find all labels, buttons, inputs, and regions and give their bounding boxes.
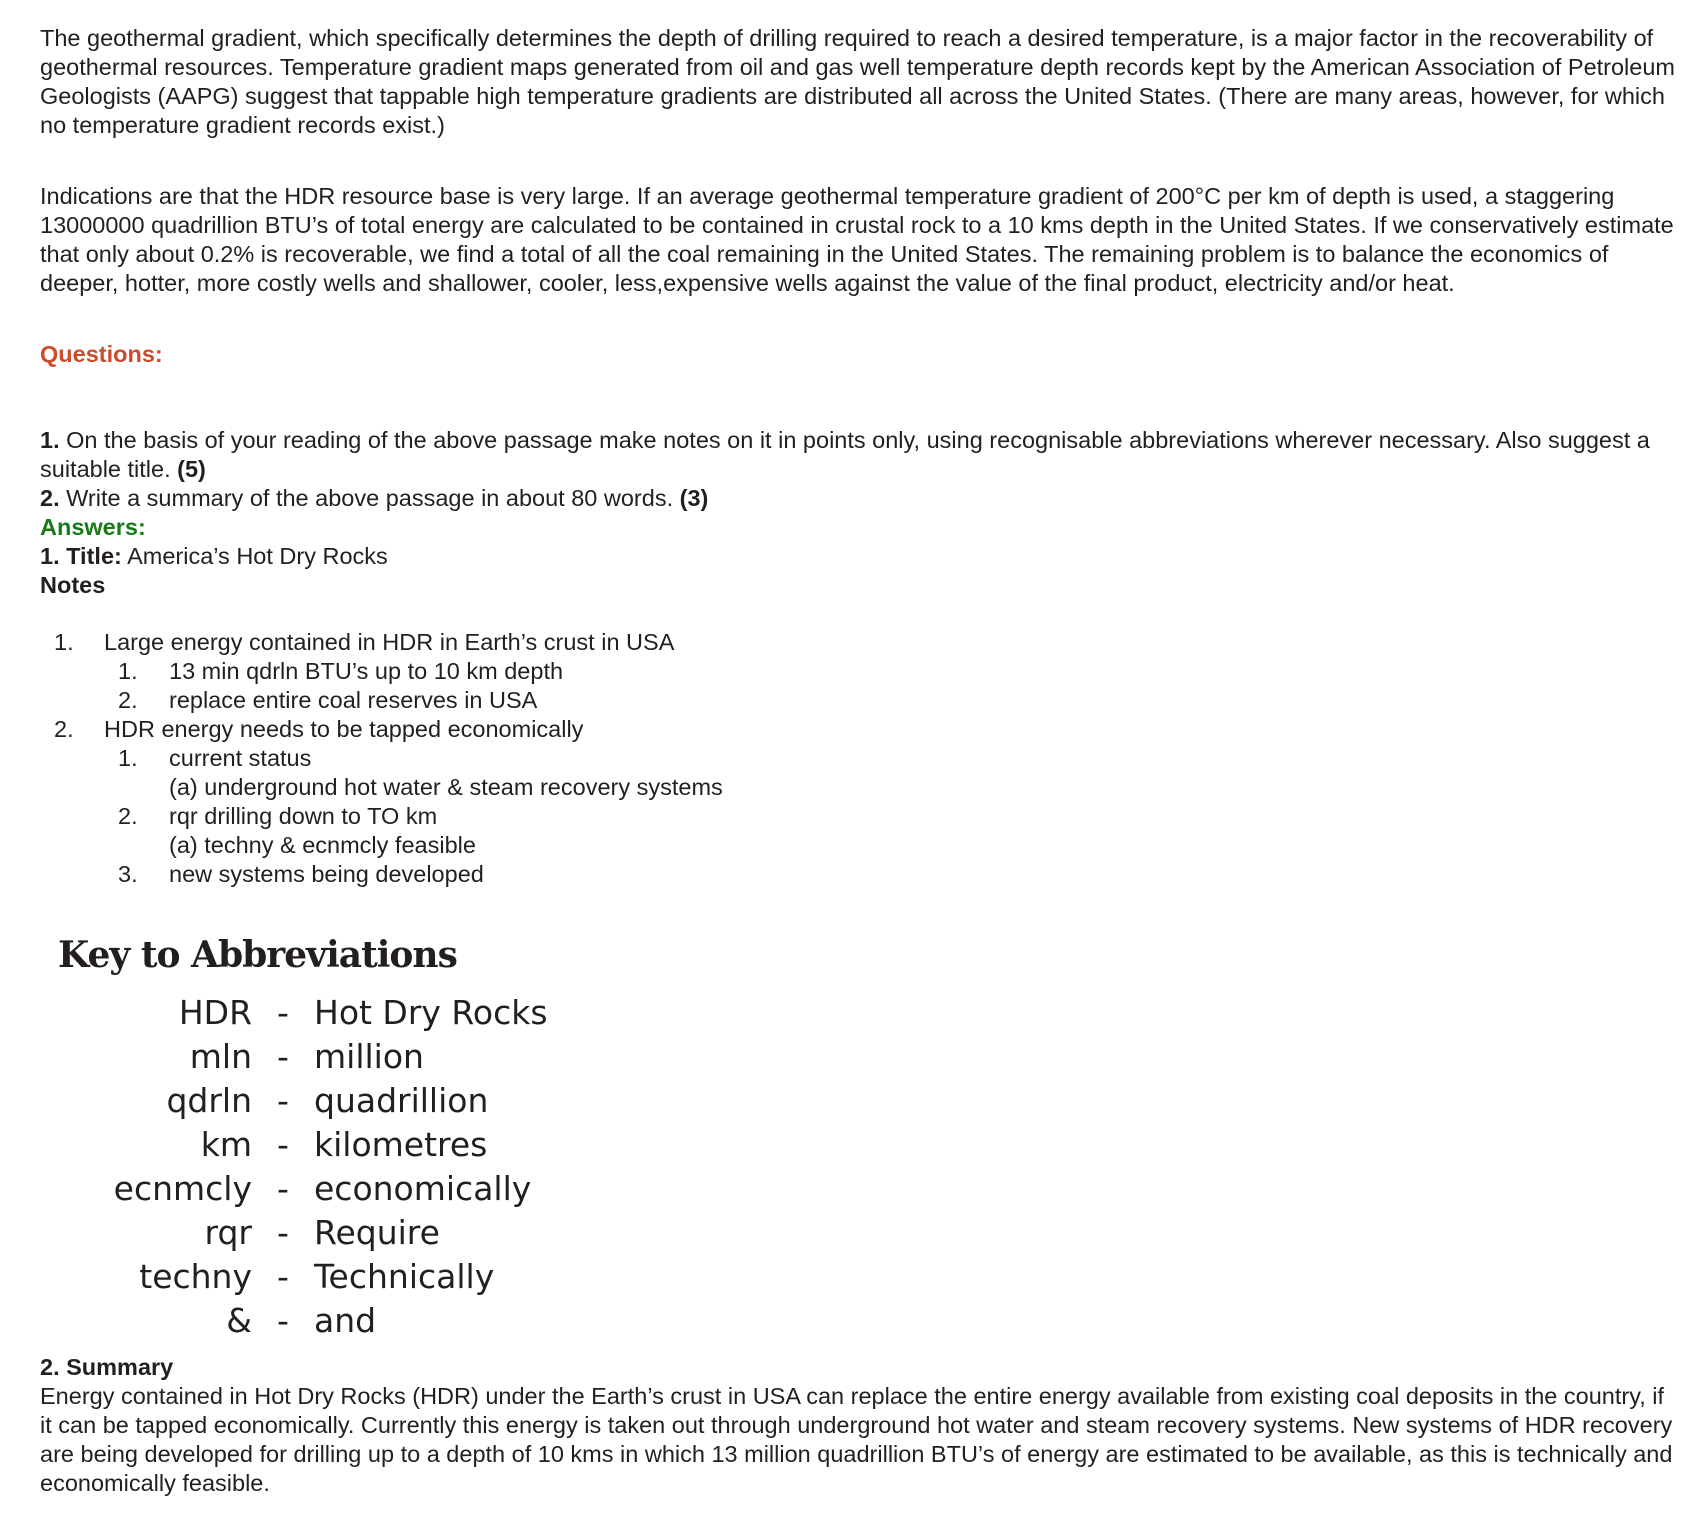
document-page xyxy=(40,24,1680,1498)
sub-note-text: new systems being developed xyxy=(169,861,484,887)
abbreviation-meaning: economically xyxy=(314,1169,532,1208)
question-item xyxy=(40,426,1680,484)
abbreviation-separator: - xyxy=(277,1169,289,1208)
abbreviation-term: HDR xyxy=(178,993,252,1032)
abbreviation-term: ecnmcly xyxy=(113,1169,252,1208)
abbreviation-separator: - xyxy=(277,1081,289,1120)
abbreviation-meaning: and xyxy=(314,1301,377,1340)
note-number: 1. xyxy=(54,629,74,655)
sub-note-number: 2. xyxy=(118,687,138,713)
summary-heading: 2. Summary xyxy=(40,1354,174,1380)
abbreviation-row xyxy=(58,1255,548,1299)
abbreviation-meaning: quadrillion xyxy=(314,1081,489,1120)
passage-paragraph-2: Indications are that the HDR resource base is very large. If an average geothermal temperature gradient of 200°C per km of depth is used, a staggering 13000000 quadrillion BTU’s of total energy are calculated to be contained in crustal rock to a 10 kms depth in the United States. If we conservatively estimate that only about 0.2% is recoverable, we find a total of all the coal remaining in the United States. The remaining problem is to balance the economics of deeper, hotter, more costly wells and shallower, cooler, less,expensive wells against the value of the final product, electricity and/or heat. xyxy=(40,183,1674,296)
note-text: HDR energy needs to be tapped economically xyxy=(104,716,584,742)
sub-note-item xyxy=(40,802,1680,831)
abbreviation-separator: - xyxy=(277,1257,289,1296)
sub-note-number: 3. xyxy=(118,861,138,887)
passage-paragraph-1: The geothermal gradient, which specifically determines the depth of drilling required to reach a desired temperature, is a major factor in the recoverability of geothermal resources. Temperature gradient maps generated from oil and gas well temperature depth records kept by the American Association of Petroleum Geologists (AAPG) suggest that tappable high temperature gradients are distributed all across the United States. (There are many areas, however, for which no temperature gradient records exist.) xyxy=(40,25,1675,138)
abbreviation-separator: - xyxy=(277,1213,289,1252)
sub-note-text: 13 min qdrln BTU’s up to 10 km depth xyxy=(169,658,564,684)
question-text: On the basis of your reading of the above passage make notes on it in points only, using recognisable abbreviations wherever necessary. Also suggest a suitable title. xyxy=(40,427,1650,482)
abbreviation-term: rqr xyxy=(204,1213,252,1252)
question-text: Write a summary of the above passage in about 80 words. xyxy=(59,485,680,511)
notes-label xyxy=(40,571,1680,600)
sub-note-detail: (a) underground hot water & steam recovery systems xyxy=(169,774,723,800)
question-marks: (5) xyxy=(177,456,206,482)
abbreviation-table xyxy=(58,991,548,1343)
question-number: 1. xyxy=(40,427,60,453)
abbreviation-row xyxy=(58,1035,548,1079)
sub-note-number: 1. xyxy=(118,658,138,684)
note-item xyxy=(40,715,1680,744)
summary-text: Energy contained in Hot Dry Rocks (HDR) under the Earth’s crust in USA can replace the entire energy available from existing coal deposits in the country, if it can be tapped economically. Currently this energy is taken out through underground hot water and steam recovery systems. New systems of HDR recovery are being developed for drilling up to a depth of 10 kms in which 13 million quadrillion BTU’s of energy are estimated to be available, as this is technically and economically feasible. xyxy=(40,1383,1673,1496)
abbreviation-meaning: Technically xyxy=(314,1257,495,1296)
abbreviation-term: & xyxy=(226,1301,252,1340)
abbreviation-row xyxy=(58,1079,548,1123)
answer-title-value: America’s Hot Dry Rocks xyxy=(121,543,388,569)
sub-note-item xyxy=(40,657,1680,686)
abbreviation-separator: - xyxy=(277,993,289,1032)
sub-note-text: current status xyxy=(169,745,312,771)
abbreviation-key xyxy=(58,933,1680,1343)
abbreviation-separator: - xyxy=(277,1125,289,1164)
abbreviation-separator: - xyxy=(277,1037,289,1076)
sub-note-text: rqr drilling down to TO km xyxy=(169,803,438,829)
answer-title-label: 1. Title: xyxy=(40,543,122,569)
abbreviation-term: techny xyxy=(139,1257,252,1296)
sub-note-text: replace entire coal reserves in USA xyxy=(169,687,538,713)
sub-note-number: 1. xyxy=(118,745,138,771)
abbreviation-meaning: kilometres xyxy=(314,1125,488,1164)
abbreviation-meaning: Require xyxy=(314,1213,440,1252)
sub-note-detail: (a) techny & ecnmcly feasible xyxy=(169,832,476,858)
abbreviation-meaning: Hot Dry Rocks xyxy=(314,993,548,1032)
note-item xyxy=(40,628,1680,657)
notes-list xyxy=(40,628,1680,889)
sub-note-item xyxy=(40,744,1680,773)
abbreviation-row xyxy=(58,1123,548,1167)
abbreviation-term: qdrln xyxy=(166,1081,252,1120)
question-marks: (3) xyxy=(679,485,709,511)
answer-title xyxy=(40,542,1680,571)
note-text: Large energy contained in HDR in Earth’s crust in USA xyxy=(104,629,675,655)
abbreviation-row xyxy=(58,1299,548,1343)
abbreviation-meaning: million xyxy=(314,1037,424,1076)
question-number: 2. xyxy=(40,485,60,511)
sub-note-item xyxy=(40,686,1680,715)
abbreviation-term: mln xyxy=(189,1037,252,1076)
abbreviation-row xyxy=(58,1211,548,1255)
abbreviation-key-title: Key to Abbreviations xyxy=(58,934,457,976)
questions-heading: Questions: xyxy=(40,341,163,367)
abbreviation-separator: - xyxy=(277,1301,289,1340)
answers-heading: Answers: xyxy=(40,514,146,540)
sub-note-number: 2. xyxy=(118,803,138,829)
note-number: 2. xyxy=(54,716,74,742)
question-item xyxy=(40,484,1680,513)
sub-note-item xyxy=(40,860,1680,889)
abbreviation-row xyxy=(58,991,548,1035)
abbreviation-row xyxy=(58,1167,548,1211)
questions-list xyxy=(40,426,1680,513)
notes-label-text: Notes xyxy=(40,572,106,598)
abbreviation-term: km xyxy=(200,1125,252,1164)
